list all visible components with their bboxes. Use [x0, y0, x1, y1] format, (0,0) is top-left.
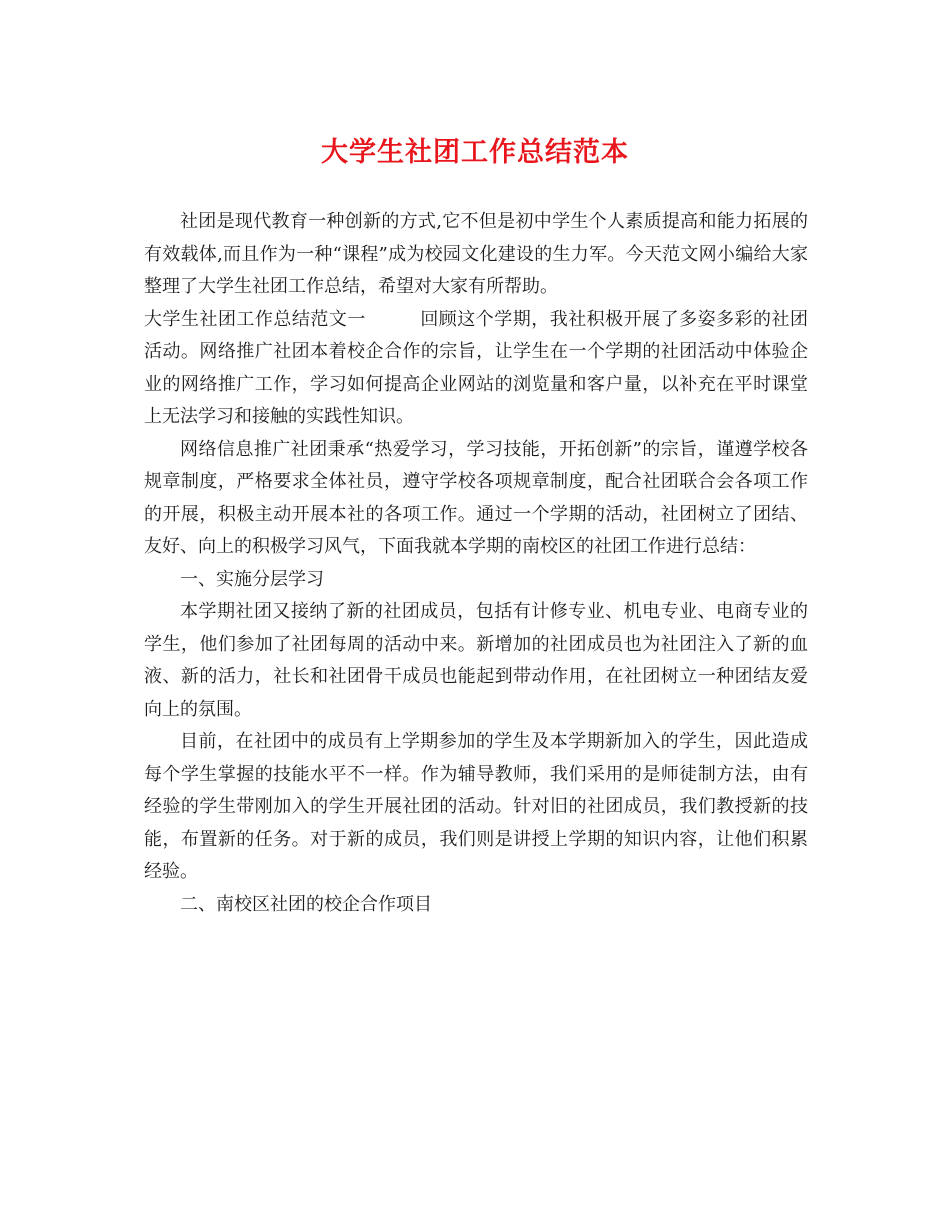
paragraph-mentoring: 目前，在社团中的成员有上学期参加的学生及本学期新加入的学生，因此造成每个学生掌握的技能水平不一样。作为辅导教师，我们采用的是师徒制方法，由有经验的学生带刚加入的学生开展社团的活动。针对旧的社团成员，我们教授新的技能，布置新的任务。对于新的成员，我们则是讲授上学期的知识内容，让他们积累经验。	[144, 731, 808, 882]
paragraph-intro: 社团是现代教育一种创新的方式,它不但是初中学生个人素质提高和能力拓展的有效载体,而且作为一种“课程”成为校园文化建设的生力军。今天范文网小编给大家整理了大学生社团工作总结，希望对大家有所帮助。	[144, 211, 808, 297]
section-heading-2: 二、南校区社团的校企合作项目	[180, 893, 432, 915]
sample-heading: 大学生社团工作总结范文一	[144, 308, 366, 330]
paragraph-sample-one	[144, 304, 808, 434]
sample-one-text: 回顾这个学期，我社积极开展了多姿多彩的社团活动。网络推广社团本着校企合作的宗旨，让学生在一个学期的社团活动中体验企业的网络推广工作，学习如何提高企业网站的浏览量和客户量，以补充在平时课堂上无法学习和接触的实践性知识。	[144, 308, 809, 427]
paragraph-new-members: 本学期社团又接纳了新的社团成员，包括有计修专业、机电专业、电商专业的学生，他们参加了社团每周的活动中来。新增加的社团成员也为社团注入了新的血液、新的活力，社长和社团骨干成员也能起到带动作用，在社团树立一种团结友爱向上的氛围。	[144, 601, 808, 720]
document-body	[144, 206, 808, 921]
section-heading-1: 一、实施分层学习	[180, 568, 324, 590]
paragraph-club-purpose: 网络信息推广社团秉承“热爱学习，学习技能，开拓创新”的宗旨，谨遵学校各规章制度，严格要求全体社员，遵守学校各项规章制度，配合社团联合会各项工作的开展，积极主动开展本社的各项工作。通过一个学期的活动，社团树立了团结、友好、向上的积极学习风气，下面我就本学期的南校区的社团工作进行总结：	[144, 438, 808, 557]
document-title: 大学生社团工作总结范本	[321, 137, 629, 168]
